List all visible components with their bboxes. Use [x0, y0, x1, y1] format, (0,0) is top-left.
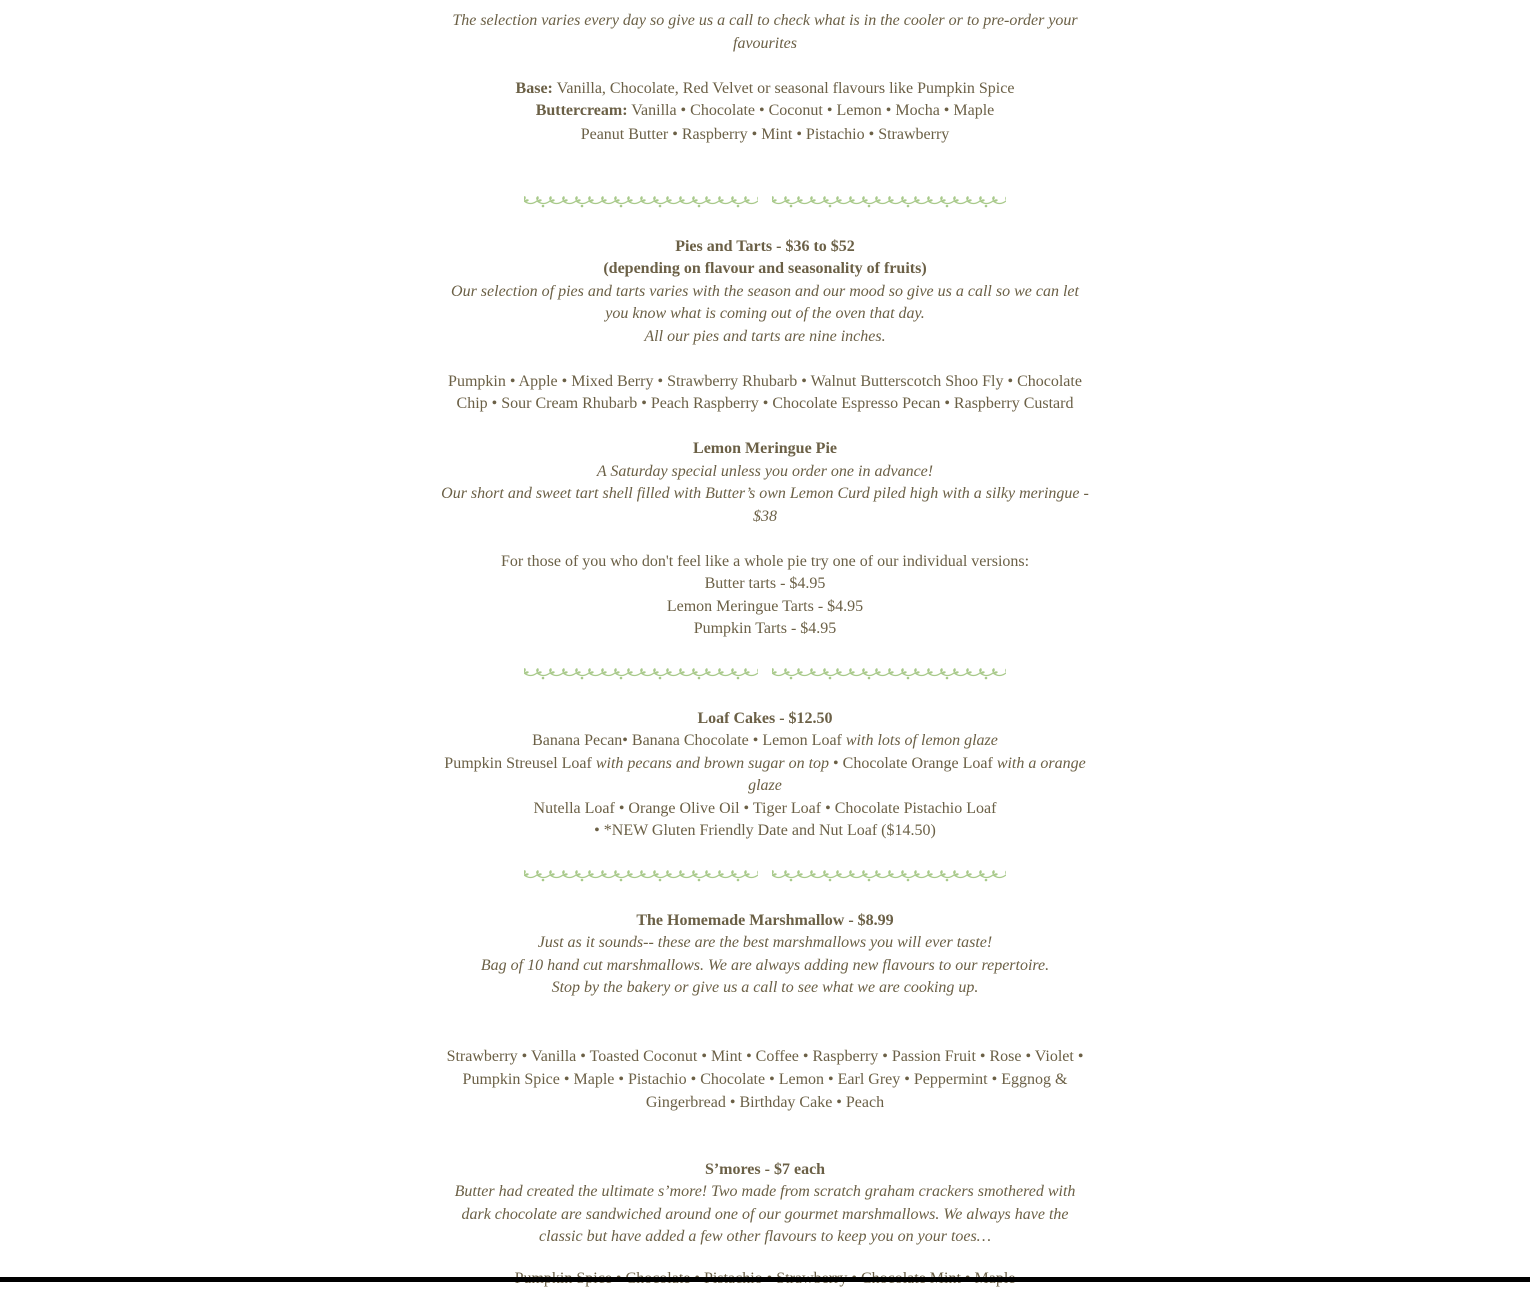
vine-bud [985, 879, 988, 882]
vine-bud [581, 879, 584, 882]
vine-bud [907, 205, 910, 208]
pies-description: Our selection of pies and tarts varies with the season and our mood so give us a call so we can let you know what is coming out of the oven that day. [451, 282, 1079, 322]
vine-stem [772, 673, 1006, 676]
vine-bud [907, 677, 910, 680]
vine-leaf [772, 668, 777, 674]
vine-bud [790, 879, 793, 882]
loaf-line-2-plain-a: Pumpkin Streusel Loaf [444, 754, 596, 772]
vine-garland-divider-icon [440, 865, 1090, 887]
vine-stem [772, 201, 1006, 204]
marshmallow-title: The Homemade Marshmallow - $8.99 [636, 911, 894, 929]
vine-stem [524, 673, 758, 676]
cupcake-base-line [440, 78, 1090, 101]
pies-size-note: All our pies and tarts are nine inches. [644, 327, 886, 345]
individual-item: Lemon Meringue Tarts - $4.95 [666, 597, 864, 615]
vine-bud [659, 205, 662, 208]
vine-bud [620, 879, 623, 882]
base-label: Base: [515, 79, 553, 97]
loaf-line-2-italic-a: with pecans and brown sugar on top [595, 754, 830, 772]
vine-bud [946, 205, 949, 208]
vine-bud [737, 205, 740, 208]
vine-bud [985, 677, 988, 680]
loaf-line-2-italic-b: with a orange glaze [748, 754, 1086, 794]
vine-bud [737, 677, 740, 680]
loaf-line-4: • *NEW Gluten Friendly Date and Nut Loaf ($14.50) [594, 822, 936, 839]
cupcake-intro: The selection varies every day so give us a call to check what is in the cooler or to pre-order your favourites [452, 12, 1078, 52]
vine-bud [868, 879, 871, 882]
marshmallow-desc-3: Stop by the bakery or give us a call to see what we are cooking up. [551, 979, 979, 996]
individual-intro: For those of you who don't feel like a whole pie try one of our individual versions: [500, 552, 1030, 570]
vine-bud [868, 677, 871, 680]
loaf-line-1-plain: Banana Pecan• Banana Chocolate • Lemon Loaf [532, 732, 846, 749]
vine-bud [698, 205, 701, 208]
vine-bud [542, 677, 545, 680]
marshmallow-desc-1: Just as it sounds-- these are the best marshmallows you will ever taste! [537, 934, 993, 951]
pies-flavours: Pumpkin • Apple • Mixed Berry • Strawberry Rhubarb • Walnut Butterscotch Shoo Fly • Chocolate Chip • Sour Cream Rhubarb • Peach Raspberry • Chocolate Espresso Pecan • Raspberry Custard [448, 372, 1082, 412]
cupcake-buttercream-line [440, 100, 1090, 123]
vine-bud [581, 677, 584, 680]
vine-leaf [772, 196, 777, 202]
vine-bud [946, 677, 949, 680]
vine-stem [524, 201, 758, 204]
vine-bud [620, 677, 623, 680]
vine-bud [829, 205, 832, 208]
vine-bud [620, 205, 623, 208]
pies-subtitle: (depending on flavour and seasonality of fruits) [603, 260, 927, 277]
vine-bud [829, 879, 832, 882]
vine-bud [659, 879, 662, 882]
buttercream-label: Buttercream: [535, 102, 628, 119]
vine-stem [772, 875, 1006, 878]
loaf-line-2 [440, 753, 1090, 798]
vine-bud [907, 879, 910, 882]
vine-bud [868, 205, 871, 208]
bottom-bar [0, 1277, 1530, 1282]
vine-bud [790, 205, 793, 208]
smores-title: S’mores - $7 each [704, 1160, 826, 1178]
base-text: Vanilla, Chocolate, Red Velvet or seasonal flavours like Pumpkin Spice [556, 79, 1015, 97]
marshmallow-desc-2: Bag of 10 hand cut marshmallows. We are always adding new flavours to our repertoire. [480, 956, 1050, 974]
vine-garland-divider-icon [440, 191, 1090, 213]
vine-bud [946, 879, 949, 882]
marshmallow-flavours: Strawberry • Vanilla • Toasted Coconut • Mint • Coffee • Raspberry • Passion Fruit • Rose • Violet • Pumpkin Spice • Maple • Pistachio • Chocolate • Lemon • Earl Grey • Peppermint • Eggnog & Gingerbread • Birthday Cake • Peach [446, 1047, 1084, 1111]
buttercream-flavours-1: Vanilla • Chocolate • Coconut • Lemon • Mocha • Maple [631, 102, 995, 119]
vine-leaf [524, 668, 529, 674]
lemon-meringue-title: Lemon Meringue Pie [693, 440, 837, 457]
loaf-title: Loaf Cakes - $12.50 [697, 709, 833, 727]
vine-stem [524, 875, 758, 878]
individual-item: Pumpkin Tarts - $4.95 [693, 620, 837, 637]
vine-bud [542, 205, 545, 208]
vine-garland-divider-icon [440, 663, 1090, 685]
vine-bud [985, 205, 988, 208]
vine-leaf [772, 870, 777, 876]
vine-bud [829, 677, 832, 680]
individual-item: Butter tarts - $4.95 [704, 575, 826, 592]
loaf-line-3: Nutella Loaf • Orange Olive Oil • Tiger Loaf • Chocolate Pistachio Loaf [533, 799, 997, 817]
vine-bud [790, 677, 793, 680]
smores-description: Butter had created the ultimate s’more! Two made from scratch graham crackers smothered with dark chocolate are sandwiched around one of our gourmet marshmallows. We always have the classic but have added a few other flavours to keep you on your toes… [454, 1183, 1076, 1245]
menu-column [440, 10, 1090, 1249]
lemon-meringue-note: A Saturday special unless you order one in advance! [596, 462, 934, 480]
pies-title: Pies and Tarts - $36 to $52 [675, 237, 855, 255]
vine-bud [581, 205, 584, 208]
buttercream-flavours-2: Peanut Butter • Raspberry • Mint • Pistachio • Strawberry [580, 125, 950, 143]
vine-leaf [524, 870, 529, 876]
vine-bud [698, 879, 701, 882]
vine-bud [737, 879, 740, 882]
vine-bud [698, 677, 701, 680]
vine-leaf [524, 196, 529, 202]
loaf-line-1-italic: with lots of lemon glaze [845, 732, 998, 749]
loaf-line-1 [440, 730, 1090, 753]
vine-bud [659, 677, 662, 680]
vine-bud [542, 879, 545, 882]
lemon-meringue-description: Our short and sweet tart shell filled with Butter’s own Lemon Curd piled high with a silky meringue - $38 [441, 485, 1089, 525]
loaf-line-2-plain-b: • Chocolate Orange Loaf [829, 754, 997, 772]
